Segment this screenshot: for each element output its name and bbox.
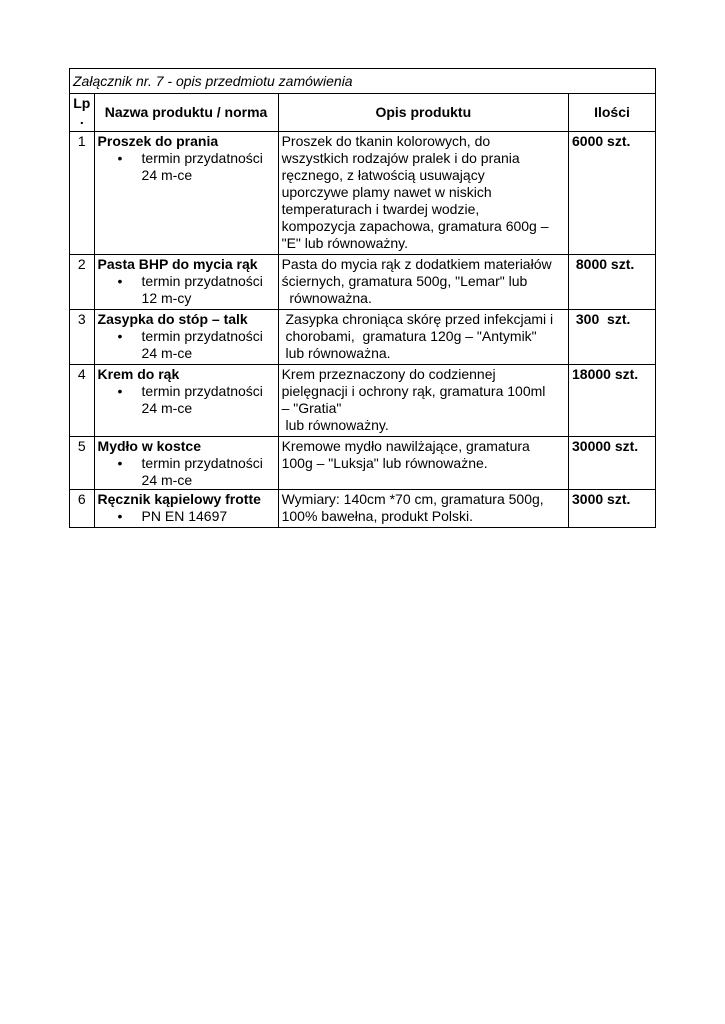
- norm-text: termin przydatności: [141, 328, 263, 344]
- product-name: Ręcznik kąpielowy frotte: [97, 491, 261, 507]
- product-quantity: 300 szt.: [569, 310, 656, 365]
- row-lp: 6: [70, 490, 95, 528]
- description-line: 100g – "Luksja" lub równoważne.: [281, 455, 488, 471]
- product-quantity: 18000 szt.: [569, 365, 656, 437]
- header-lp: [70, 94, 95, 132]
- row-product-cell: [94, 437, 278, 490]
- norm-text: termin przydatności: [141, 150, 263, 166]
- row-lp: 5: [70, 437, 95, 490]
- product-name: Krem do rąk: [97, 366, 180, 382]
- header-lp-dot: .: [79, 111, 84, 127]
- description-line: – "Gratia": [281, 400, 342, 416]
- norm-text: termin przydatności: [141, 455, 263, 471]
- product-quantity: 6000 szt.: [569, 132, 656, 255]
- row-product-cell: [94, 365, 278, 437]
- product-description: [278, 255, 568, 310]
- description-line: Wymiary: 140cm *70 cm, gramatura 500g,: [281, 491, 544, 507]
- product-description: [278, 365, 568, 437]
- row-lp: 1: [70, 132, 95, 255]
- norm-line-continued: [98, 472, 275, 489]
- product-name: Mydło w kostce: [97, 438, 201, 454]
- product-quantity: 8000 szt.: [569, 255, 656, 310]
- bullet-icon: •: [117, 508, 123, 524]
- description-line: temperaturach i twardej wodzie,: [281, 201, 480, 217]
- product-name: Zasypka do stóp – talk: [97, 311, 248, 327]
- row-lp: 2: [70, 255, 95, 310]
- table-body: [70, 132, 656, 528]
- table-row: [70, 437, 656, 490]
- bullet-icon: •: [117, 383, 123, 399]
- description-line: Proszek do tkanin kolorowych, do: [281, 133, 491, 149]
- description-line: Pasta do mycia rąk z dodatkiem materiałów: [281, 256, 552, 272]
- row-lp: 3: [70, 310, 95, 365]
- norm-line: [98, 383, 275, 400]
- row-product-cell: [94, 255, 278, 310]
- norm-text: termin przydatności: [141, 383, 263, 399]
- header-description: Opis produktu: [278, 94, 568, 132]
- norm-text: 24 m-ce: [141, 345, 193, 361]
- row-product-cell: [94, 490, 278, 528]
- product-name: Proszek do prania: [97, 133, 219, 149]
- order-description-table: [69, 68, 656, 528]
- description-line: pielęgnacji i ochrony rąk, gramatura 100ml: [281, 383, 546, 399]
- norm-text: PN EN 14697: [141, 508, 228, 524]
- norm-text: 24 m-ce: [141, 167, 193, 183]
- table-row: [70, 490, 656, 528]
- bullet-icon: •: [117, 273, 123, 289]
- product-description: [278, 437, 568, 490]
- description-line: Kremowe mydło nawilżające, gramatura: [281, 438, 530, 454]
- product-quantity: 30000 szt.: [569, 437, 656, 490]
- product-quantity: 3000 szt.: [569, 490, 656, 528]
- row-product-cell: [94, 132, 278, 255]
- header-row: [70, 94, 656, 132]
- norm-line: [98, 328, 275, 345]
- description-line: kompozycja zapachowa, gramatura 600g –: [281, 218, 549, 234]
- header-lp-text: Lp: [73, 95, 91, 111]
- norm-line-continued: [98, 345, 275, 362]
- description-line: wszystkich rodzajów pralek i do prania: [281, 150, 520, 166]
- norm-text: 24 m-ce: [141, 400, 193, 416]
- norm-line-continued: [98, 400, 275, 417]
- product-name: Pasta BHP do mycia rąk: [97, 256, 258, 272]
- bullet-icon: •: [117, 150, 123, 166]
- norm-text: 12 m-cy: [141, 290, 192, 306]
- product-description: [278, 310, 568, 365]
- norm-line: [98, 455, 275, 472]
- table-row: [70, 255, 656, 310]
- bullet-icon: •: [117, 455, 123, 471]
- description-line: lub równoważny.: [281, 417, 389, 433]
- table-row: [70, 365, 656, 437]
- norm-text: 24 m-ce: [141, 472, 193, 488]
- description-line: lub równoważna.: [281, 345, 391, 361]
- table-row: [70, 310, 656, 365]
- table-row: [70, 132, 656, 255]
- table-caption: Załącznik nr. 7 - opis przedmiotu zamówienia: [70, 69, 656, 94]
- norm-line: [98, 150, 275, 167]
- header-name: Nazwa produktu / norma: [94, 94, 278, 132]
- header-quantity: Ilości: [569, 94, 656, 132]
- norm-line-continued: [98, 290, 275, 307]
- bullet-icon: •: [117, 328, 123, 344]
- description-line: ściernych, gramatura 500g, "Lemar" lub: [281, 273, 528, 289]
- row-lp: 4: [70, 365, 95, 437]
- description-line: uporczywe plamy nawet w niskich: [281, 184, 492, 200]
- description-line: Zasypka chroniąca skórę przed infekcjami i: [281, 311, 554, 327]
- product-description: [278, 132, 568, 255]
- description-line: chorobami, gramatura 120g – "Antymik": [281, 328, 537, 344]
- norm-text: termin przydatności: [141, 273, 263, 289]
- description-line: Krem przeznaczony do codziennej: [281, 366, 496, 382]
- norm-line: [98, 508, 275, 525]
- description-line: równoważna.: [281, 290, 372, 306]
- description-line: 100% bawełna, produkt Polski.: [281, 508, 474, 524]
- row-product-cell: [94, 310, 278, 365]
- description-line: ręcznego, z łatwością usuwający: [281, 167, 485, 183]
- norm-line-continued: [98, 167, 275, 184]
- norm-line: [98, 273, 275, 290]
- product-description: [278, 490, 568, 528]
- description-line: "E" lub równoważny.: [281, 235, 408, 251]
